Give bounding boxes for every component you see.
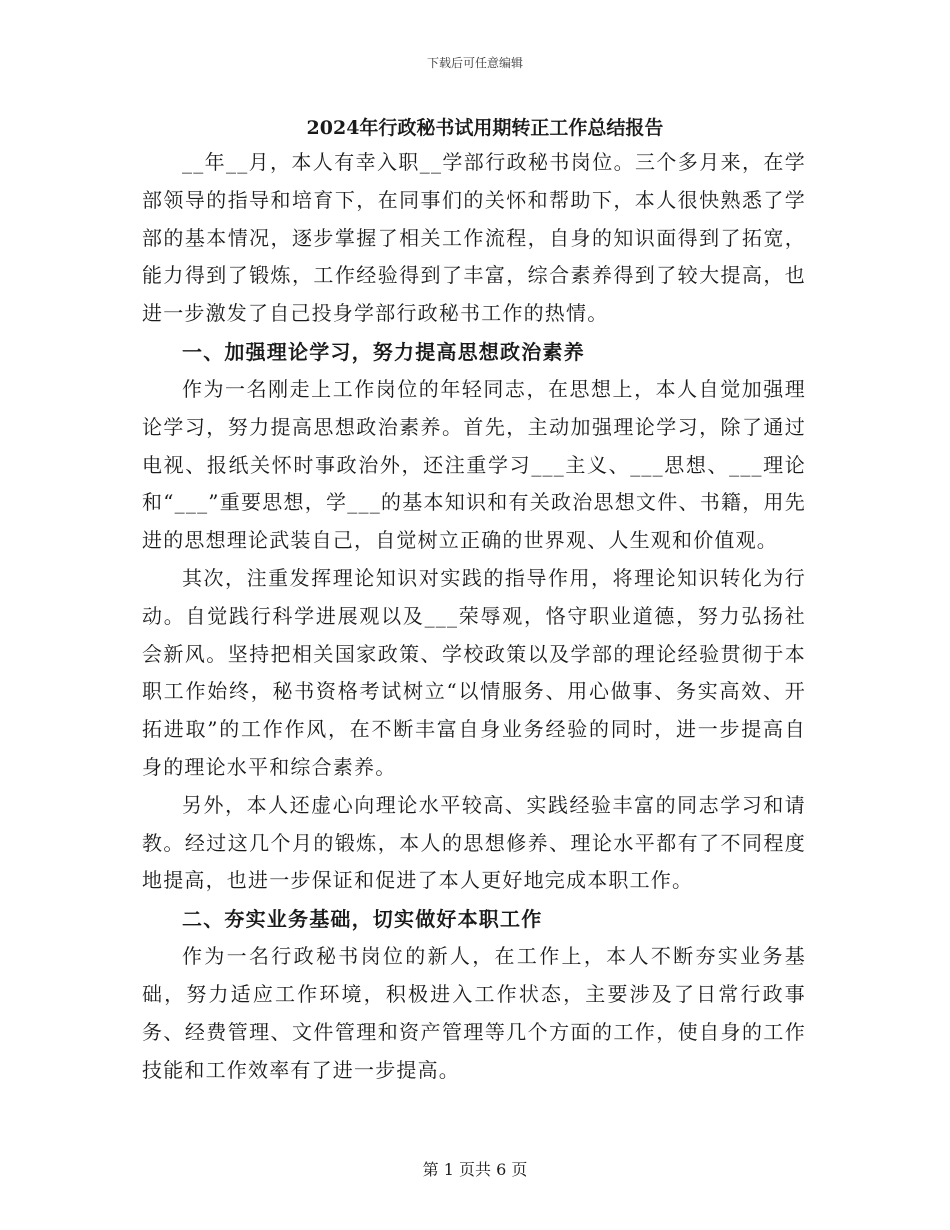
document-body — [142, 112, 806, 1089]
section-2-paragraph-1: 作为一名行政秘书岗位的新人，在工作上，本人不断夯实业务基础，努力适应工作环境，积极进入工作状态，主要涉及了日常行政事务、经费管理、文件管理和资产管理等几个方面的工作，使自身的工作技能和工作效率有了进一步提高。 — [142, 944, 806, 1082]
page-number: 第 1 页共 6 页 — [422, 1160, 528, 1179]
header-note: 下载后可任意编辑 — [426, 56, 523, 70]
section-1-paragraph-3: 另外，本人还虚心向理论水平较高、实践经验丰富的同志学习和请教。经过这几个月的锻炼，本人的思想修养、理论水平都有了不同程度地提高，也进一步保证和促进了本人更好地完成本职工作。 — [142, 792, 806, 893]
section-1-paragraph-1: 作为一名刚走上工作岗位的年轻同志，在思想上，本人自觉加强理论学习，努力提高思想政治素养。首先，主动加强理论学习，除了通过电视、报纸关怀时事政治外，还注重学习___主义、___思想、___理论和“___”重要思想，学___的基本知识和有关政治思想文件、书籍，用先进的思想理论武装自己，自觉树立正确的世界观、人生观和价值观。 — [142, 376, 806, 553]
section-1-heading: 一、加强理论学习，努力提高思想政治素养 — [182, 339, 585, 364]
document-title: 2024年行政秘书试用期转正工作总结报告 — [306, 117, 664, 139]
intro-paragraph: __年__月，本人有幸入职__学部行政秘书岗位。三个多月来，在学部领导的指导和培育下，在同事们的关怀和帮助下，本人很快熟悉了学部的基本情况，逐步掌握了相关工作流程，自身的知识面得到了拓宽，能力得到了锻炼，工作经验得到了丰富，综合素养得到了较大提高，也进一步激发了自己投身学部行政秘书工作的热情。 — [142, 150, 806, 326]
section-1-paragraph-2: 其次，注重发挥理论知识对实践的指导作用，将理论知识转化为行动。自觉践行科学进展观以及___荣辱观，恪守职业道德，努力弘扬社会新风。坚持把相关国家政策、学校政策以及学部的理论经验贯彻于本职工作始终，秘书资格考试树立“以情服务、用心做事、务实高效、开拓进取”的工作作风，在不断丰富自身业务经验的同时，进一步提高自身的理论水平和综合素养。 — [142, 565, 806, 779]
section-2-heading: 二、夯实业务基础，切实做好本职工作 — [182, 907, 543, 932]
